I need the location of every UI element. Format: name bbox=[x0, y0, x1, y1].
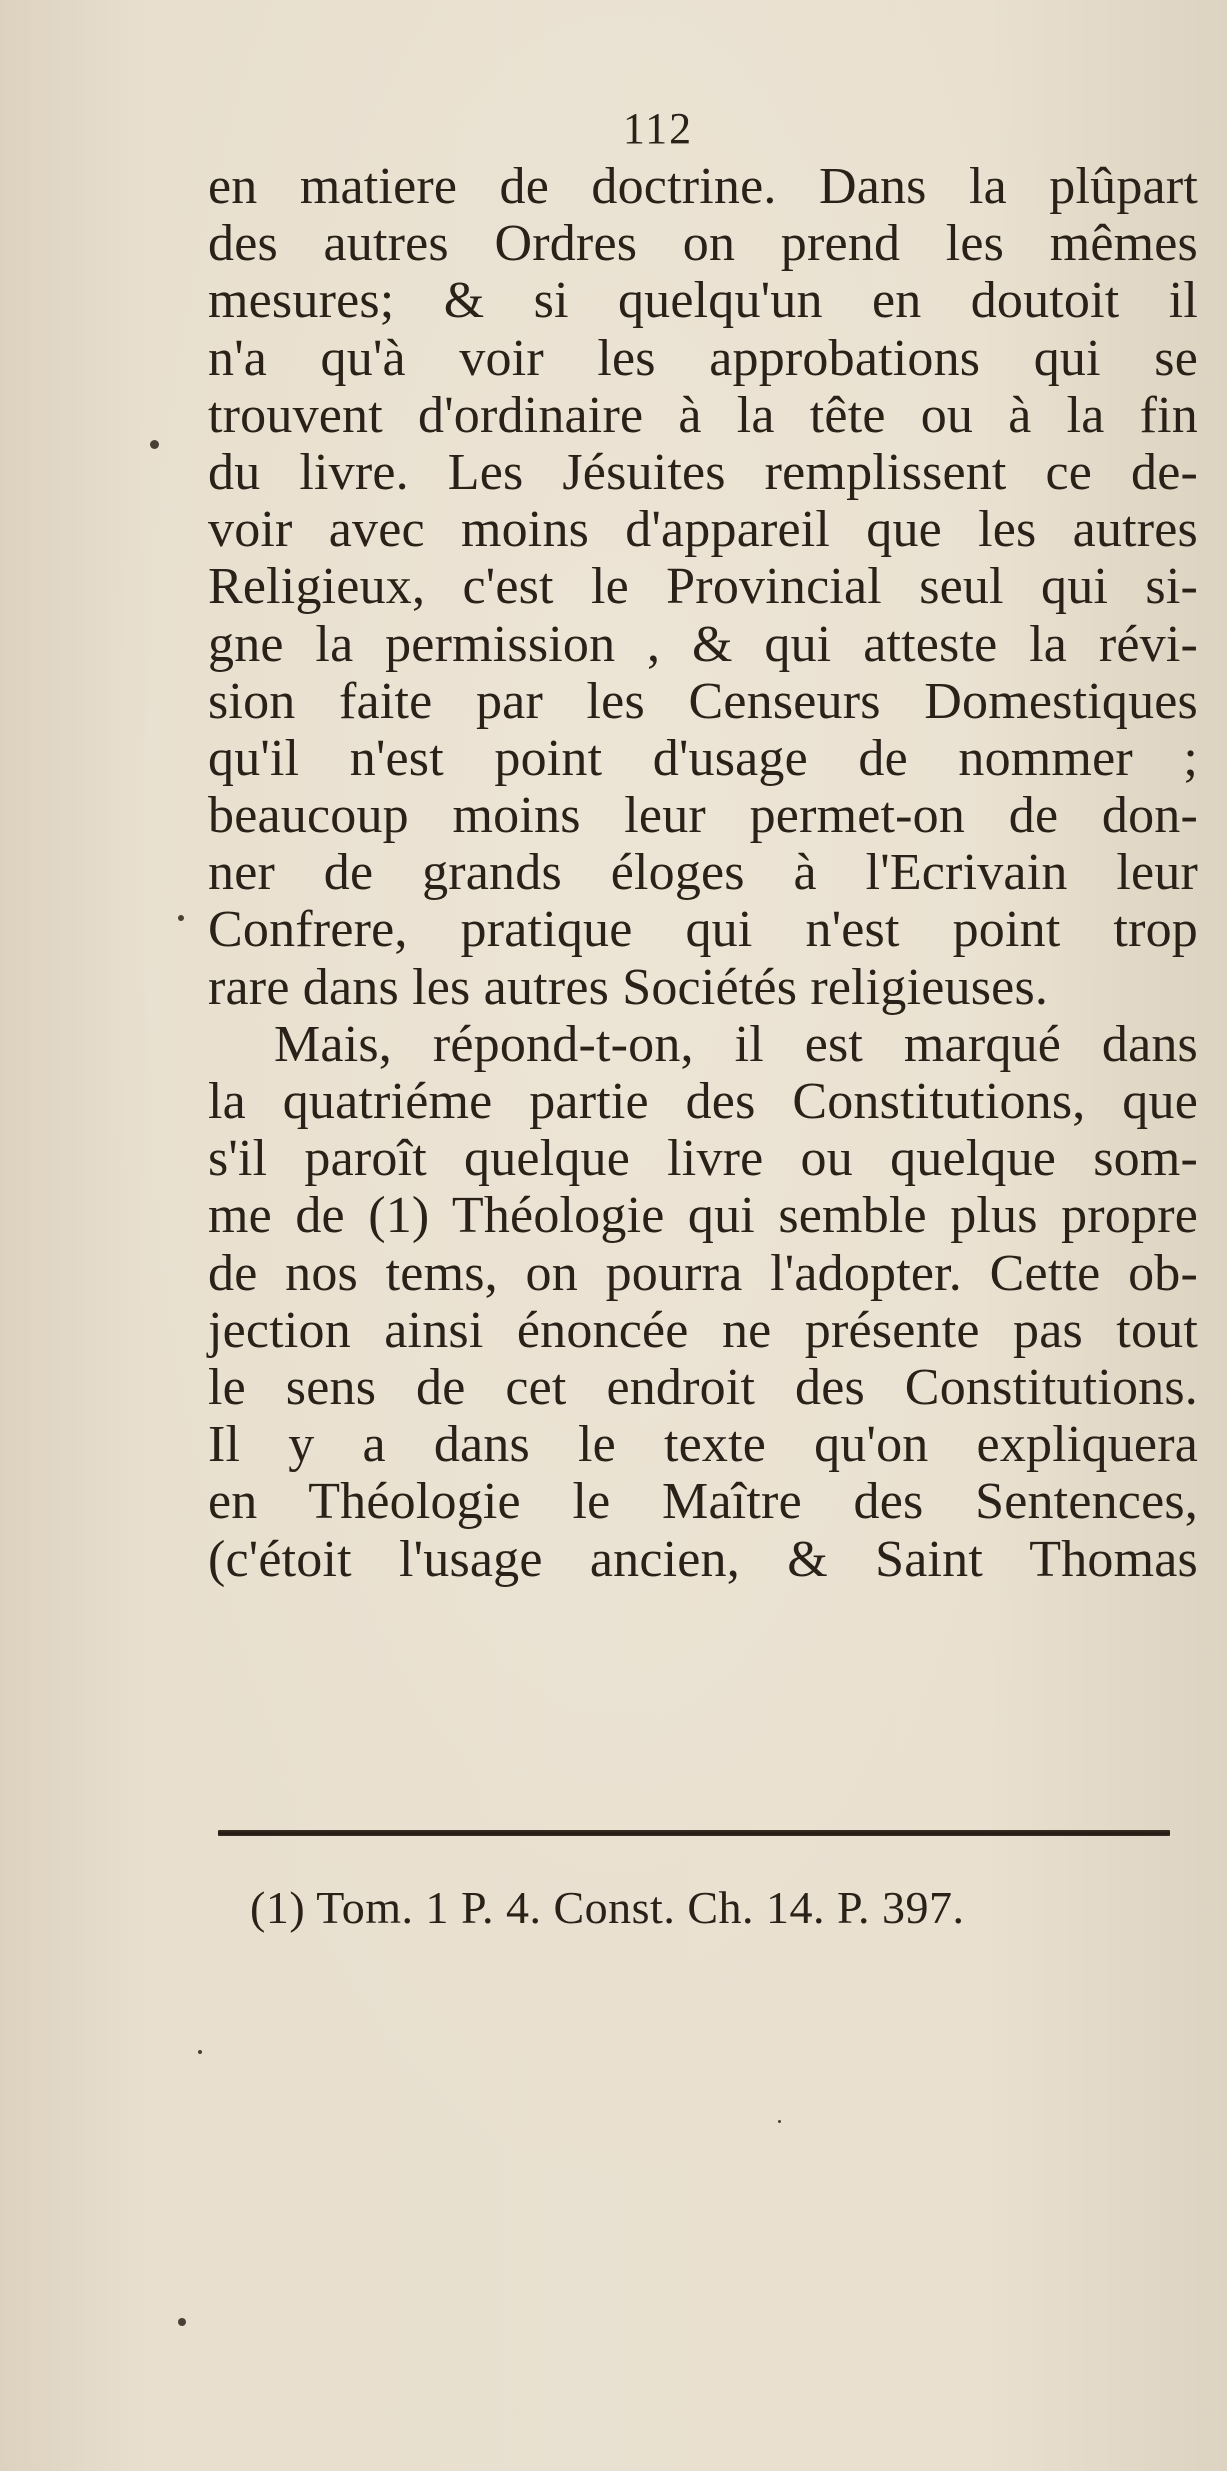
page-number: 112 bbox=[622, 104, 694, 153]
text-line: rare dans les autres Sociétés religieuses. bbox=[208, 958, 1049, 1016]
footnote: (1) Tom. 1 P. 4. Const. Ch. 14. P. 397. bbox=[250, 1882, 965, 1933]
text-line: mesures; & si quelqu'un en doutoit il bbox=[208, 272, 1198, 330]
text-line: voir avec moins d'appareil que les autres bbox=[208, 501, 1198, 559]
text-line: sion faite par les Censeurs Domestiques bbox=[208, 672, 1198, 730]
footnote-rule bbox=[218, 1830, 1170, 1836]
body-text bbox=[208, 158, 1208, 1588]
text-line: de nos tems, on pourra l'adopter. Cette ob- bbox=[208, 1244, 1198, 1302]
text-line: la quatriéme partie des Constitutions, que bbox=[208, 1073, 1198, 1130]
text-line: jection ainsi énoncée ne présente pas tout bbox=[208, 1301, 1198, 1359]
ink-speck bbox=[778, 2120, 781, 2123]
text-line: en matiere de doctrine. Dans la plûpart bbox=[208, 158, 1198, 215]
text-line: (c'étoit l'usage ancien, & Saint Thomas bbox=[208, 1530, 1198, 1588]
text-line: le sens de cet endroit des Constitutions. bbox=[208, 1358, 1198, 1416]
text-line: en Théologie le Maître des Sentences, bbox=[208, 1473, 1198, 1531]
text-line: me de (1) Théologie qui semble plus propre bbox=[208, 1187, 1198, 1245]
text-line: n'a qu'à voir les approbations qui se bbox=[208, 329, 1198, 387]
text-block bbox=[208, 100, 1208, 1588]
text-line: du livre. Les Jésuites remplissent ce de- bbox=[208, 443, 1198, 501]
ink-speck bbox=[178, 915, 184, 921]
text-line: trouvent d'ordinaire à la tête ou à la fin bbox=[208, 386, 1198, 444]
text-line: beaucoup moins leur permet-on de don- bbox=[208, 787, 1198, 845]
ink-speck bbox=[198, 2050, 202, 2054]
text-line: des autres Ordres on prend les mêmes bbox=[208, 215, 1198, 273]
text-line: gne la permission , & qui atteste la révi- bbox=[208, 615, 1198, 673]
ink-speck bbox=[150, 440, 159, 449]
text-line: Mais, répond-t-on, il est marqué dans bbox=[274, 1015, 1198, 1073]
text-line: qu'il n'est point d'usage de nommer ; bbox=[208, 729, 1198, 787]
text-line: s'il paroît quelque livre ou quelque som- bbox=[208, 1130, 1198, 1188]
text-line: Il y a dans le texte qu'on expliquera bbox=[208, 1416, 1198, 1474]
ink-speck bbox=[178, 2318, 186, 2326]
text-line: ner de grands éloges à l'Ecrivain leur bbox=[208, 844, 1198, 902]
text-line: Religieux, c'est le Provincial seul qui si- bbox=[208, 558, 1198, 616]
text-line: Confrere, pratique qui n'est point trop bbox=[208, 901, 1198, 959]
